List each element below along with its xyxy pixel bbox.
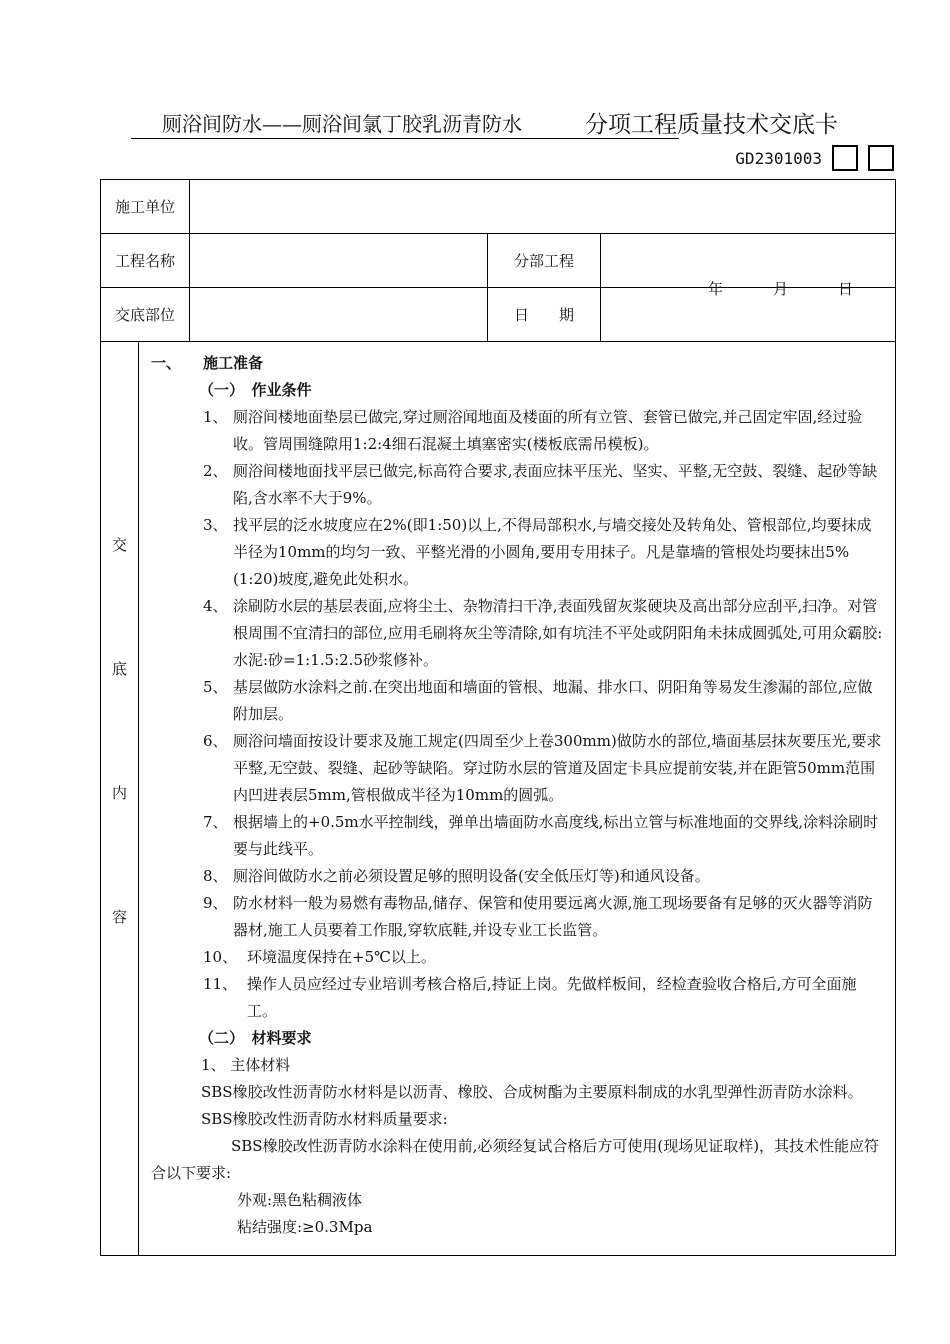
list-item: 2、 厕浴间楼地面找平层已做完,标高符合要求,表面应抹平压光、坚实、平整,无空鼓、裂缝、起砂等缺陷,含水率不大于9%。: [203, 462, 878, 507]
list-item: 8、 厕浴间做防水之前必须设置足够的照明设备(安全低压灯等)和通风设备。: [203, 867, 710, 885]
paragraph: SBS橡胶改性沥青防水涂料在使用前,必须经复试合格后方可使用(现场见证取样)，其技术性能应符合以下要求:: [151, 1137, 880, 1182]
division-label: 分部工程: [488, 234, 601, 288]
location-label: 交底部位: [101, 288, 190, 342]
property-line: 外观:黑色粘稠液体: [237, 1191, 363, 1209]
title-subject: 厕浴间防水——厕浴间氯丁胶乳沥青防水: [162, 112, 522, 136]
paragraph: SBS橡胶改性沥青防水材料是以沥青、橡胶、合成树酯为主要原料制成的水乳型弹性沥青防水涂料。: [201, 1083, 863, 1101]
project-name-label: 工程名称: [101, 234, 190, 288]
side-label-cell: [101, 342, 139, 1256]
date-label: 日 期: [488, 288, 601, 342]
disclosure-form-table: [100, 179, 896, 1256]
side-label-char: 内: [111, 784, 127, 802]
title-main: 分项工程质量技术交底卡: [585, 112, 838, 138]
construction-unit-field[interactable]: [190, 180, 896, 234]
list-item: 5、 基层做防水涂料之前.在突出地面和墙面的管根、地漏、排水口、阴阳角等易发生渗漏的部位,应做附加层。: [203, 678, 873, 723]
date-year: 年: [708, 280, 724, 298]
section-heading: 一、 施工准备: [151, 354, 264, 372]
checkbox-1[interactable]: [832, 145, 858, 171]
list-item: 11、 操作人员应经过专业培训考核合格后,持证上岗。先做样板间，经检查验收合格后,方可全面施工。: [203, 975, 857, 1020]
date-month: 月: [773, 280, 789, 298]
location-field[interactable]: [190, 288, 488, 342]
document-code-row: [735, 145, 894, 171]
date-field[interactable]: [601, 280, 896, 342]
list-item: 4、 涂刷防水层的基层表面,应将尘土、杂物清扫干净,表面残留灰浆硬块及高出部分应刮平,扫净。对管根周围不宜清扫的部位,应用毛刷将灰尘等清除,如有坑洼不平处或阴阳角未抹成圆弧处,可用众霸胶:水泥:砂=1:1.5:2.5砂浆修补。: [203, 597, 883, 669]
subsection-heading: （二） 材料要求: [199, 1029, 312, 1047]
document-title: [100, 106, 895, 138]
side-label-char: 交: [111, 536, 127, 554]
checkbox-2[interactable]: [868, 145, 894, 171]
list-item: 7、 根据墙上的+0.5m水平控制线，弹单出墙面防水高度线,标出立管与标准地面的交界线,涂料涂刷时要与此线平。: [203, 813, 879, 858]
subsection-heading: （一） 作业条件: [199, 381, 312, 399]
list-item: 6、 厕浴问墙面按设计要求及施工规定(四周至少上卷300mm)做防水的部位,墙面基层抹灰要压光,要求平整,无空鼓、裂缝、起砂等缺陷。穿过防水层的管道及固定卡具应提前安装,并在距管50mm范围内凹进表层5mm,管根做成半径为10mm的圆弧。: [203, 732, 882, 804]
construction-unit-label: 施工单位: [101, 180, 190, 234]
date-day: 日: [838, 280, 854, 298]
disclosure-content: [139, 342, 896, 1256]
list-item: 3、 找平层的泛水坡度应在2%(即1:50)以上,不得局部积水,与墙交接处及转角处、管根部位,均要抹成半径为10mm的均匀一致、平整光滑的小圆角,要用专用抹子。凡是靠墙的管根处均要抹出5%(1:20)坡度,避免此处积水。: [203, 516, 872, 588]
project-name-field[interactable]: [190, 234, 488, 288]
property-line: 粘结强度:≥0.3Mpa: [237, 1218, 373, 1236]
list-item: 1、 厕浴间楼地面垫层已做完,穿过厕浴闻地面及楼面的所有立管、套管已做完,并己固定牢固,经过验收。管周围缝隙用1:2:4细石混凝土填塞密实(楼板底需吊模板)。: [203, 408, 863, 453]
paragraph: SBS橡胶改性沥青防水材料质量要求:: [201, 1110, 448, 1128]
material-item: 1、 主体材料: [201, 1056, 291, 1074]
side-label-char: 容: [111, 908, 127, 926]
document-code: GD2301003: [735, 148, 822, 168]
side-label-char: 底: [111, 660, 127, 678]
list-item: 10、 环境温度保持在+5℃以上。: [203, 948, 436, 966]
list-item: 9、 防水材料一般为易燃有毒物品,储存、保管和使用要远离火源,施工现场要备有足够的灭火器等消防器材,施工人员要着工作服,穿软底鞋,并设专业工长监管。: [203, 894, 873, 939]
